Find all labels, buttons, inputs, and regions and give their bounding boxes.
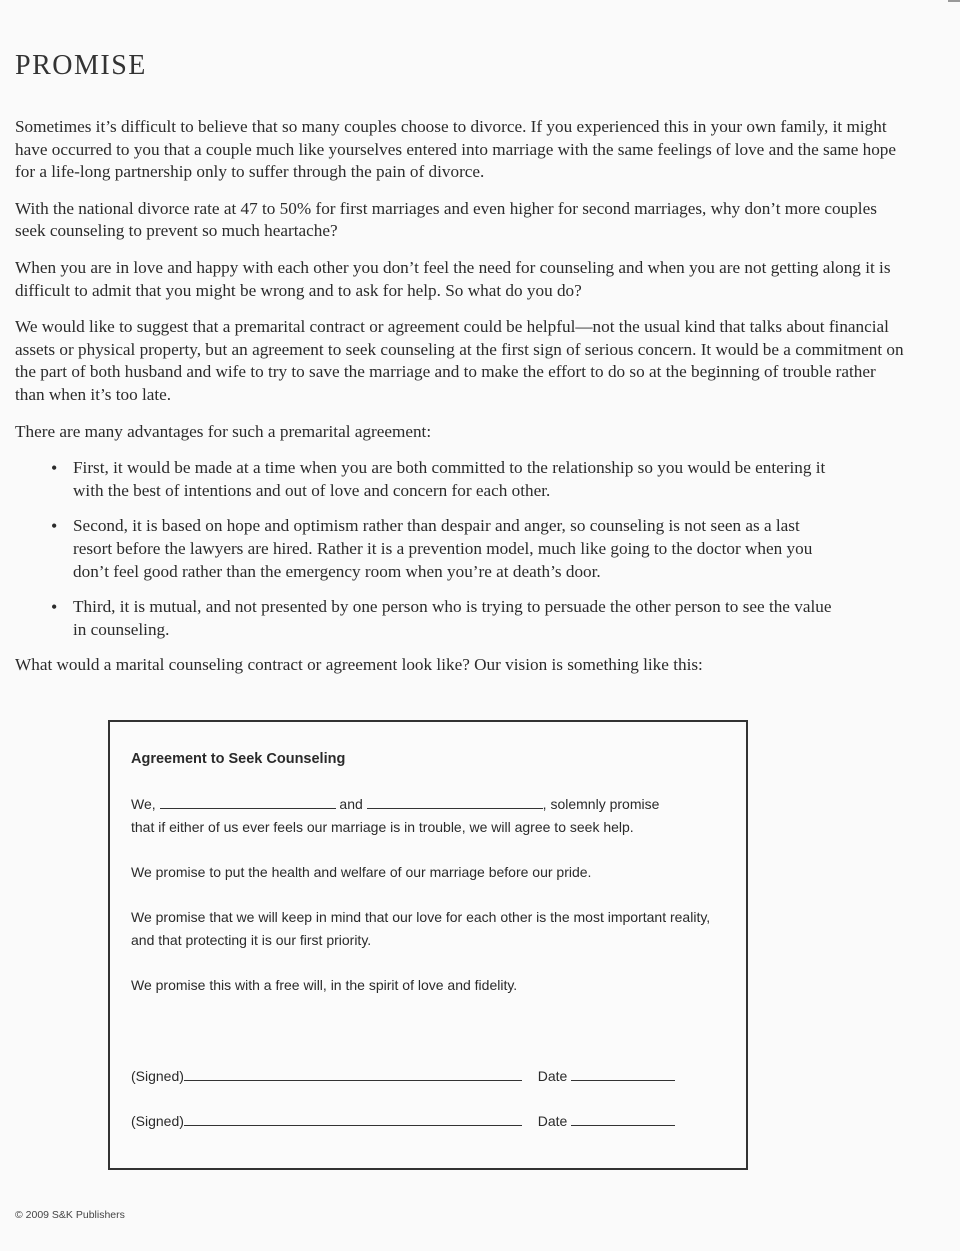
bullet-icon: • bbox=[51, 458, 58, 479]
agreement-box bbox=[108, 720, 748, 1170]
promise-label: , solemnly promise bbox=[542, 796, 660, 812]
list-item bbox=[15, 457, 833, 502]
paragraph-in-love: When you are in love and happy with each other you don’t feel the need for counseling and when you are not getting along it is difficult to admit that you might be wrong and to ask for help. So what do you do? bbox=[15, 257, 891, 300]
bullet-text: Third, it is mutual, and not presented by one person who is trying to persuade the other person to see the value in counseling. bbox=[73, 597, 832, 639]
promise-mind: We promise that we will keep in mind that our love for each other is the most important reality, and that protecting it is our first priority. bbox=[131, 909, 711, 948]
date-label: Date bbox=[537, 1113, 568, 1129]
signature-blank[interactable] bbox=[184, 1111, 522, 1126]
date-blank[interactable] bbox=[571, 1066, 675, 1081]
we-label: We, bbox=[131, 796, 156, 812]
agreement-content bbox=[131, 748, 731, 1019]
signed-label: (Signed) bbox=[131, 1068, 184, 1084]
agreement-line-rest: that if either of us ever feels our marriage is in trouble, we will agree to seek help. bbox=[131, 819, 634, 835]
bullet-text: Second, it is based on hope and optimism rather than despair and anger, so counseling is not seen as a last resort before the lawyers are hired. Rather it is a prevention model, much like going to the doctor when you don’t feel good rather than the emergency room when you’re at death’s door. bbox=[73, 516, 813, 581]
paragraph-closing: What would a marital counseling contract or agreement look like? Our vision is something like this: bbox=[15, 655, 703, 675]
signature-blank[interactable] bbox=[184, 1066, 522, 1081]
paragraph-advantages: There are many advantages for such a premarital agreement: bbox=[15, 421, 432, 441]
paragraph-suggestion: We would like to suggest that a premarital contract or agreement could be helpful—not the usual kind that talks about financial assets or physical property, but an agreement to seek counseling at the first sign of serious concern. It would be a commitment on the part of both husband and wife to try to save the marriage and to make the effort to do so at the beginning of trouble rather than when it’s too late. bbox=[15, 317, 904, 404]
date-blank[interactable] bbox=[571, 1111, 675, 1126]
agreement-names-line bbox=[131, 793, 731, 839]
signature-row-1 bbox=[131, 1065, 675, 1088]
paragraph-intro: Sometimes it’s difficult to believe that so many couples choose to divorce. If you experienced this in your own family, it might have occurred to you that a couple much like yourselves entered into marriage with the same feelings of love and the same hope for a life-long partnership only to suffer through the pain of divorce. bbox=[15, 117, 897, 182]
page-title: PROMISE bbox=[15, 50, 147, 81]
body-text bbox=[15, 116, 905, 691]
agreement-title: Agreement to Seek Counseling bbox=[131, 751, 346, 767]
bullet-icon: • bbox=[51, 597, 58, 618]
bullet-text: First, it would be made at a time when you are both committed to the relationship so you would be entering it with the best of intentions and out of love and concern for each other. bbox=[73, 458, 826, 500]
name-blank-1[interactable] bbox=[160, 794, 336, 809]
bullet-icon: • bbox=[51, 516, 58, 537]
name-blank-2[interactable] bbox=[367, 794, 543, 809]
list-item bbox=[15, 515, 833, 583]
and-label: and bbox=[339, 796, 363, 812]
promise-free-will: We promise this with a free will, in the spirit of love and fidelity. bbox=[131, 977, 518, 993]
signature-row-2 bbox=[131, 1110, 675, 1133]
advantages-list bbox=[15, 457, 905, 641]
promise-health: We promise to put the health and welfare of our marriage before our pride. bbox=[131, 864, 592, 880]
paragraph-divorce-rate: With the national divorce rate at 47 to 50% for first marriages and even higher for second marriages, why don’t more couples seek counseling to prevent so much heartache? bbox=[15, 198, 877, 241]
edge-mark bbox=[948, 0, 960, 2]
signed-label: (Signed) bbox=[131, 1113, 184, 1129]
date-label: Date bbox=[537, 1068, 568, 1084]
list-item bbox=[15, 596, 833, 641]
copyright-footer: © 2009 S&K Publishers bbox=[15, 1209, 125, 1221]
